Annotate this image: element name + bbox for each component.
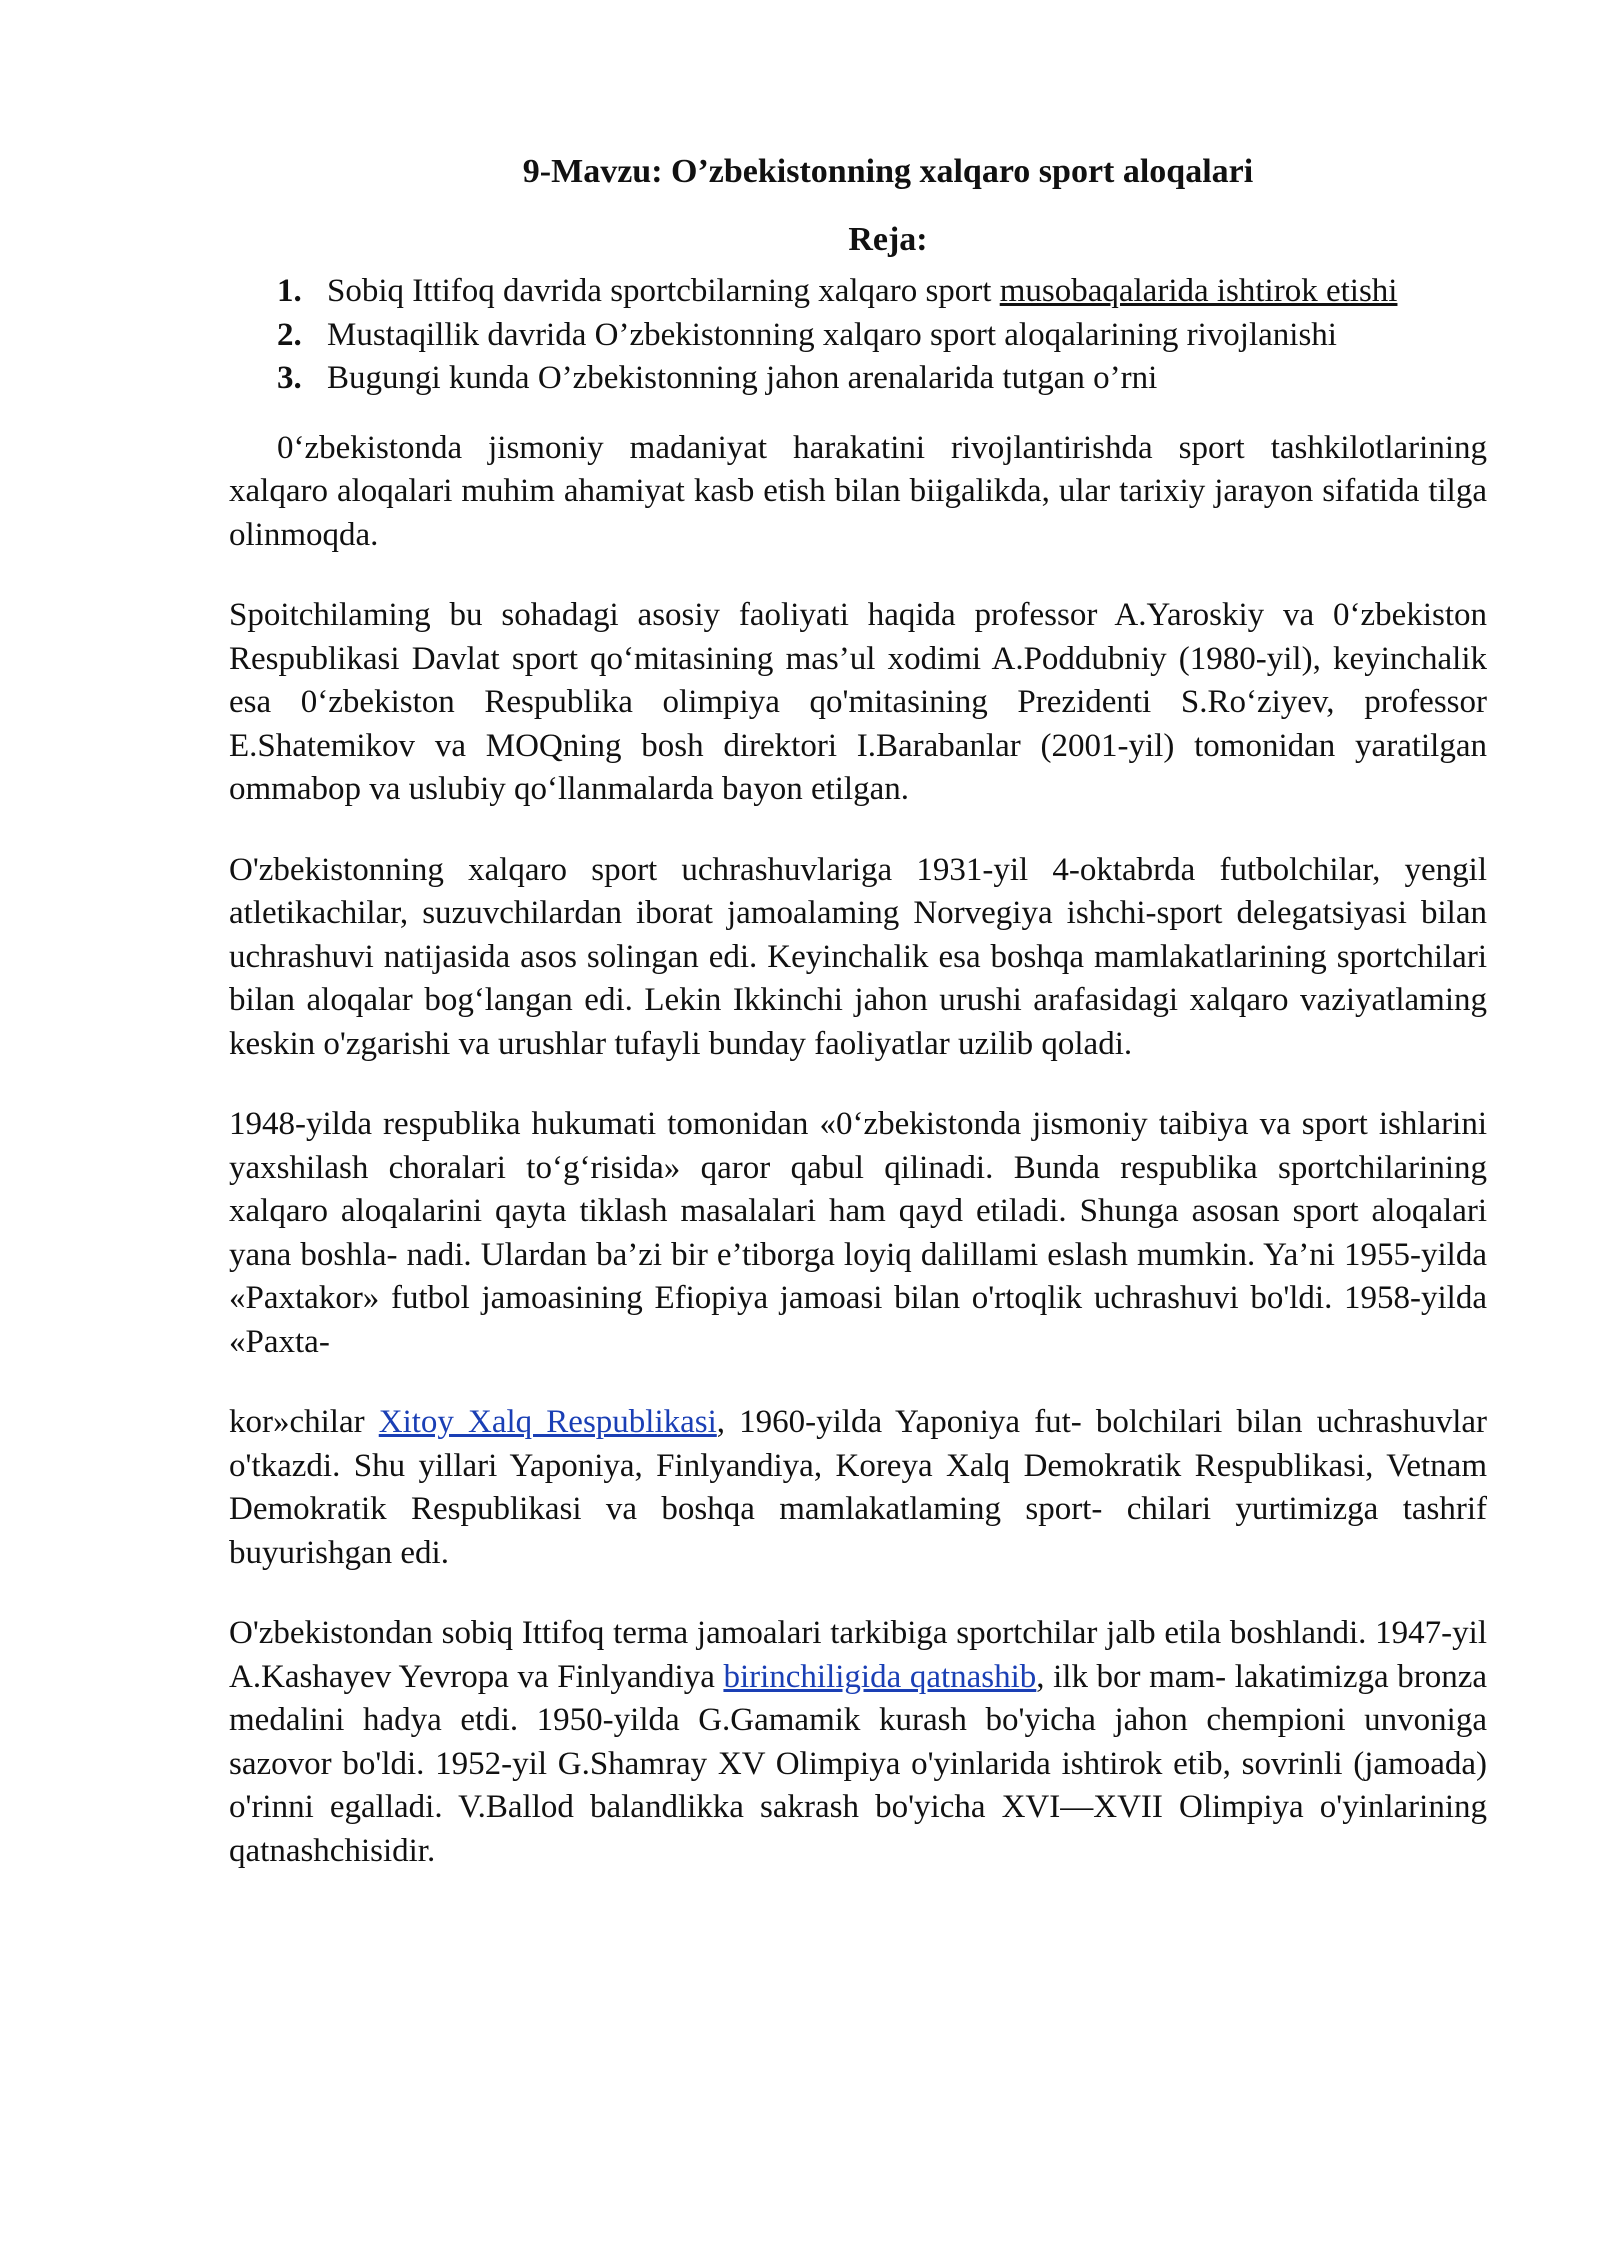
paragraph-ussr-teams bbox=[229, 1612, 1487, 1873]
paragraph-text: , ilk bor mam- lakatimizga bronza medalini hadya etdi. 1950-yilda G.Gamamik kurash bo'yicha jahon chempioni unvoniga sazovor bo'ldi. 1952-yil G.Shamray XV Olimpiya o'yinlarida ishtirok etib, sovrinli (jamoada) o'rinni egalladi. V.Ballod balandlikka sakrash bo'yicha XVI—XVII Olimpiya o'yinlarining qatnashchisidir. bbox=[229, 1658, 1487, 1869]
plan-item bbox=[277, 314, 1487, 358]
plan-item-number: 3. bbox=[277, 360, 302, 396]
plan-item bbox=[277, 270, 1487, 314]
link-birinchiligida-qatnashib[interactable]: birinchiligida qatnashib bbox=[723, 1658, 1037, 1695]
plan-item-text: Mustaqillik davrida O’zbekistonning xalqaro sport aloqalarining rivojlanishi bbox=[327, 316, 1337, 353]
plan-item-text: Bugungi kunda O’zbekistonning jahon arenalarida tutgan o’rni bbox=[327, 360, 1158, 396]
plan-heading: Reja: bbox=[848, 221, 928, 258]
document-title: 9-Mavzu: O’zbekistonning xalqaro sport aloqalari bbox=[522, 153, 1254, 190]
plan-item-text: Sobiq Ittifoq davrida sportcbilarning xalqaro sport bbox=[327, 273, 1000, 309]
paragraph-text: O'zbekistondan sobiq Ittifoq terma jamoalari tarkibiga sportchilar jalb etila boshlandi. 1947-yil A.Kashayev Yevropa va Finlyandiya bbox=[229, 1615, 1487, 1695]
paragraph-1931-history: O'zbekistonning xalqaro sport uchrashuvlariga 1931-yil 4-oktabrda futbolchilar, yengil atletikachilar, suzuvchilardan iborat jamoalaming Norvegiya ishchi-sport delegatsiyasi bilan uchrashuvi natijasida asos solingan edi. Keyinchalik esa boshqa mamlakatlarining sportchilari bilan aloqalar bog‘langan edi. Lekin Ikkinchi jahon urushi arafasidagi xalqaro vaziyatlaming keskin o'zgarishi va urushlar tufayli bunday faoliyatlar uzilib qoladi. bbox=[229, 851, 1487, 1062]
plan-item-number: 1. bbox=[277, 273, 302, 309]
plan-item-number: 2. bbox=[277, 316, 302, 353]
paragraph-sources: Spoitchilaming bu sohadagi asosiy faoliyati haqida professor A.Yaroskiy va 0‘zbekiston Respublikasi Davlat sport qo‘mitasining mas’ul xodimi A.Poddubniy (1980-yil), keyinchalik esa 0‘zbekiston Respublika olimpiya qo'mitasining Prezidenti S.Ro‘ziyev, professor E.Shatemikov va MOQning bosh direktori I.Barabanlar (2001-yil) tomonidan yaratilgan ommabop va uslubiy qo‘llanmalarda bayon etilgan. bbox=[229, 597, 1487, 807]
plan-list bbox=[229, 270, 1487, 401]
document-body bbox=[229, 150, 1487, 1910]
paragraph-text: kor»chilar bbox=[229, 1404, 379, 1440]
paragraph-text: , 1960-yilda Yaponiya fut- bolchilari bilan uchrashuvlar o'tkazdi. Shu yillari Yaponiya, Finlyandiya, Koreya Xalq Demokratik Respublikasi, Vetnam Demokratik Respublikasi va boshqa mamlakatlaming sport- chilari yurtimizga tashrif buyurishgan edi. bbox=[229, 1404, 1487, 1571]
paragraph-international-visits bbox=[229, 1401, 1487, 1575]
paragraph-1948-decree: 1948-yilda respublika hukumati tomonidan «0‘zbekistonda jismoniy taibiya va sport ishlarini yaxshilash choralari to‘g‘risida» qaror qabul qilinadi. Bunda respublika sportchilarining xalqaro aloqalarini qayta tiklash masalalari ham qayd etiladi. Shunga asosan sport aloqalari yana boshla- nadi. Ulardan ba’zi bir e’tiborga loyiq dalillami eslash mumkin. Ya’ni 1955-yilda «Paxtakor» futbol jamoasining Efiopiya jamoasi bilan o'rtoqlik uchrashuvi bo'ldi. 1958-yilda «Paxta- bbox=[229, 1106, 1487, 1360]
link-xitoy-xalq-respublikasi[interactable]: Xitoy Xalq Respublikasi bbox=[378, 1404, 717, 1440]
paragraph-intro: 0‘zbekistonda jismoniy madaniyat harakatini rivojlantirishda sport tashkilotlarining xalqaro aloqalari muhim ahamiyat kasb etish bilan biigalikda, ular tarixiy jarayon sifatida tilga olinmoqda. bbox=[229, 429, 1487, 553]
plan-item bbox=[277, 357, 1487, 401]
plan-item-underlined-text: musobaqalarida ishtirok etishi bbox=[999, 273, 1398, 309]
